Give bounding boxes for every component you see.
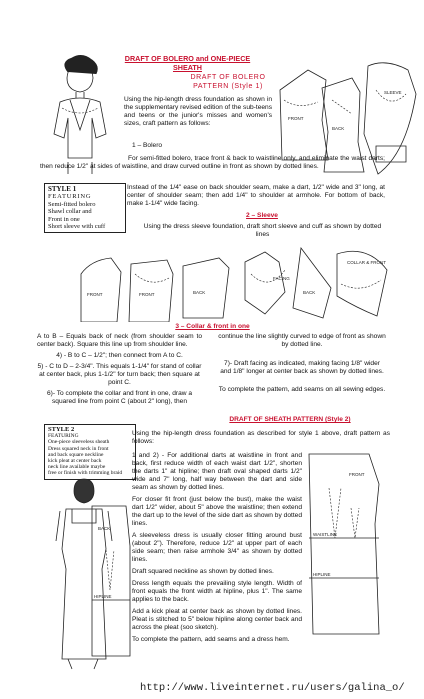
style1-line: Shawl collar and <box>48 208 92 216</box>
sheath-item-neckline: Draft squared neckline as shown by dotted lines. <box>132 568 274 575</box>
collar-step-7: 7)- Draft facing as indicated, making facing 1/8" wider and 1/8" longer at center back as shown by dotted lines. <box>220 360 384 375</box>
style1-line: Short sleeve with cuff <box>48 223 106 231</box>
style1-line: STYLE 1 <box>48 185 77 193</box>
style2-line: FEATURING <box>48 433 79 440</box>
style2-line: neck line available maybe <box>48 464 106 471</box>
page-title: DRAFT OF BOLERO and ONE-PIECE SHEATH <box>124 54 251 72</box>
sheath-item-kick-pleat: Add a kick pleat at center back as shown by dotted lines. Pleat is stitched to 5" below hipline along center back and across the pleat (soo sketch). <box>132 608 302 631</box>
collar-right-column <box>218 333 386 394</box>
sheath-item-darts: 1 and 2) - For additional darts at waistline in front and back, first reduce width of each waist dart 1/2", shorten the darts 1" at hipline; then draft oval shaped darts 1/2" wide and 7" long, half way between the dart and side seam as shown by dotted lines. <box>132 452 302 491</box>
diagram-label-front: FRONT <box>288 116 304 121</box>
sheath-items-list <box>132 452 302 644</box>
diagram-label-hipline: HIPLINE <box>94 594 112 599</box>
sheath-intro: Using the hip-length dress foundation as described for style 1 above, draft pattern as follows: <box>132 430 390 445</box>
diagram-label-front: FRONT <box>139 292 155 297</box>
style2-line: free or finish with trimming braid <box>48 470 123 477</box>
diagram-label-sleeve: SLEEVE <box>384 90 402 95</box>
style2-line: kick pleat at center back <box>48 458 102 465</box>
ease-paragraph: Instead of the 1/4" ease on back shoulder seam, make a dart, 1/2" wide and 3" long, at center of shoulder seam; then add 1/4" to shoulder at armhole. For bottom of back, make 1-1/4" wide facing. <box>127 184 385 207</box>
collar-left-column <box>37 333 202 406</box>
diagram-label-back: BACK <box>303 290 316 295</box>
style2-feature-box <box>44 424 136 480</box>
sheath-front-pattern <box>305 448 395 648</box>
diagram-label-back: BACK <box>332 126 345 131</box>
style2-line: and back square neckline <box>48 451 104 458</box>
collar-step-6: 6)- To complete the collar and front in one, draw a squared line from point C (about 2" long), then <box>46 390 193 405</box>
sheath-item-sleeveless: A sleeveless dress is usually closer fitting around bust (about 2"). Therefore, reduce 1/2" at upper part of each side seam; then raise armhole 3/4" as shown by dotted lines. <box>132 532 302 563</box>
bolero-subtitle: DRAFT OF BOLERO PATTERN (Style 1) <box>190 74 266 90</box>
sleeve-collar-diagram <box>75 244 395 322</box>
diagram-label-back: BACK <box>98 526 111 531</box>
style1-line: FEATURING <box>48 193 92 201</box>
style1-feature-box <box>44 183 126 233</box>
style2-line: Dress squared neck in front <box>48 445 109 452</box>
collar-step-continue: continue the line slightly curved to edge of front as shown by dotted line. <box>218 333 386 348</box>
diagram-label-hipline: HIPLINE <box>313 572 331 577</box>
diagram-label-front: FRONT <box>87 292 103 297</box>
collar-step-5: 5) - C to D – 2-3/4". This equals 1-1/4" for stand of collar at center back, plus 1-1/2" for turn back; then square at point C. <box>37 363 202 386</box>
sleeve-paragraph: Using the dress sleeve foundation, draft short sleeve and cuff as shown by dotted lines <box>143 223 382 238</box>
collar-step-complete: To complete the pattern, add seams on all sewing edges. <box>218 386 386 393</box>
style2-line: One-piece sleeveless sheath <box>48 439 110 446</box>
sheath-heading: DRAFT OF SHEATH PATTERN (Style 2) <box>229 416 351 423</box>
diagram-label-back: BACK <box>193 290 206 295</box>
diagram-label-waistline: WAISTLINE <box>313 532 338 537</box>
collar-step-ab: A to B – Equals back of neck (from shoulder seam to center back). Square this line up from shoulder line. <box>37 333 202 348</box>
collar-step-4: 4) - B to C – 1/2"; then connect from A to C. <box>56 352 183 359</box>
style1-line: Front in one <box>48 215 80 223</box>
source-watermark: http://www.liveinternet.ru/users/galina_o/ <box>140 682 405 694</box>
diagram-label-collar: COLLAR & FRONT <box>347 260 387 265</box>
sheath-back-pattern <box>88 500 134 670</box>
diagram-label-facing: FACING <box>273 276 290 281</box>
sheath-item-closer-fit: For closer fit front (just below the bust), make the waist dart 1/2" wider, about 5" above the waistline; then extend the dart up to the level of the side dart as shown by dotted lines. <box>132 496 302 527</box>
style1-line: Semi-fitted bolero <box>48 200 96 208</box>
intro-paragraph: Using the hip-length dress foundation as shown in the supplementary revised edition of the sub-teens and teens or the junior's misses and women's sizes, craft pattern as follows: <box>124 96 272 127</box>
collar-heading: 3 – Collar & front in one <box>175 323 250 330</box>
step1-heading: 1 – Bolero <box>132 142 163 149</box>
style2-line: STYLE 2 <box>48 426 75 433</box>
sheath-item-complete: To complete the pattern, add seams and a dress hem. <box>132 636 290 643</box>
step1-paragraph: For semi-fitted bolero, trace front & back to waistline only, and eliminate the waist darts; then reduce 1/2" at sides of waistline, and draw curved outline in front as shown by dotted lines. <box>40 155 385 170</box>
sheath-item-length: Dress length equals the prevailing style length. Width of front equals the front width at hipline, plus 1". The same applies to the back. <box>132 580 302 603</box>
sleeve-heading: 2 – Sleeve <box>246 212 278 219</box>
diagram-label-front: FRONT <box>349 472 365 477</box>
